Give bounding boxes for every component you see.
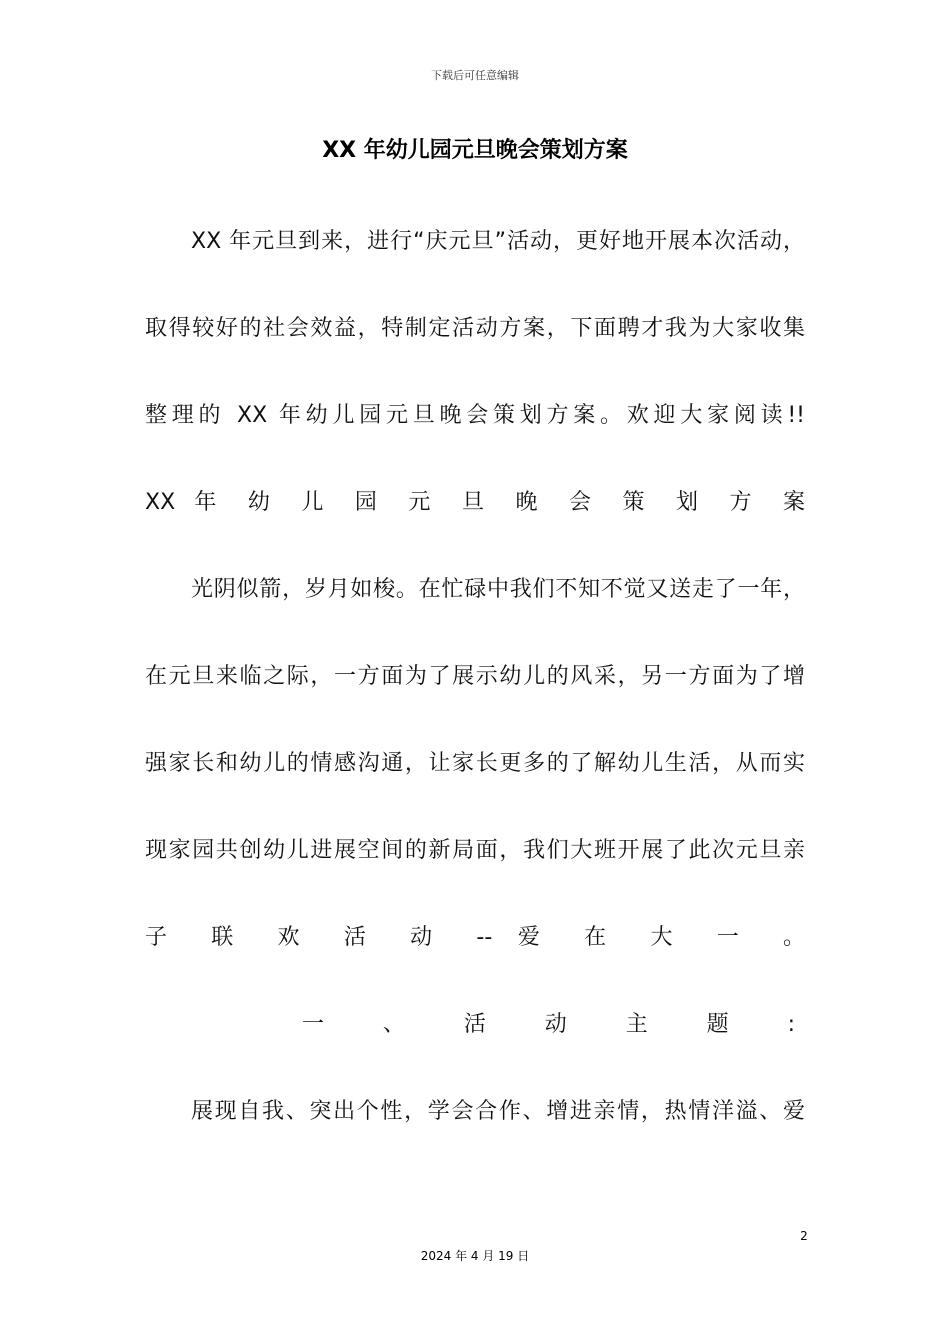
body-line-2: 取得较好的社会效益，特制定活动方案，下面聘才我为大家收集: [145, 316, 805, 341]
body-line-5: 光阴似箭，岁月如梭。在忙碌中我们不知不觉又送走了一年，: [191, 577, 805, 602]
body-line-1: XX 年元旦到来，进行“庆元旦”活动，更好地开展本次活动，: [191, 229, 805, 254]
page-number: 2: [800, 1229, 808, 1243]
body-line-7: 强家长和幼儿的情感沟通，让家长更多的了解幼儿生活，从而实: [145, 751, 805, 776]
body-line-9: 子 联 欢 活 动 -- 爱 在 大 一 。: [145, 925, 805, 950]
body-line-3: 整理的 XX 年幼儿园元旦晚会策划方案。欢迎大家阅读!!: [145, 403, 805, 428]
header-note: 下载后可任意编辑: [431, 69, 519, 82]
document-title: XX 年幼儿园元旦晚会策划方案: [322, 138, 628, 163]
footer-date: 2024 年 4 月 19 日: [420, 1249, 530, 1263]
body-line-11: 展现自我、突出个性，学会合作、增进亲情，热情洋溢、爱: [191, 1099, 805, 1124]
body-line-8: 现家园共创幼儿进展空间的新局面，我们大班开展了此次元旦亲: [145, 838, 805, 863]
section-heading-activity-theme: 一 、 活 动 主 题 :: [302, 1012, 795, 1037]
body-line-6: 在元旦来临之际，一方面为了展示幼儿的风采，另一方面为了增: [145, 664, 805, 689]
body-line-4: XX 年 幼 儿 园 元 旦 晚 会 策 划 方 案: [145, 490, 805, 515]
